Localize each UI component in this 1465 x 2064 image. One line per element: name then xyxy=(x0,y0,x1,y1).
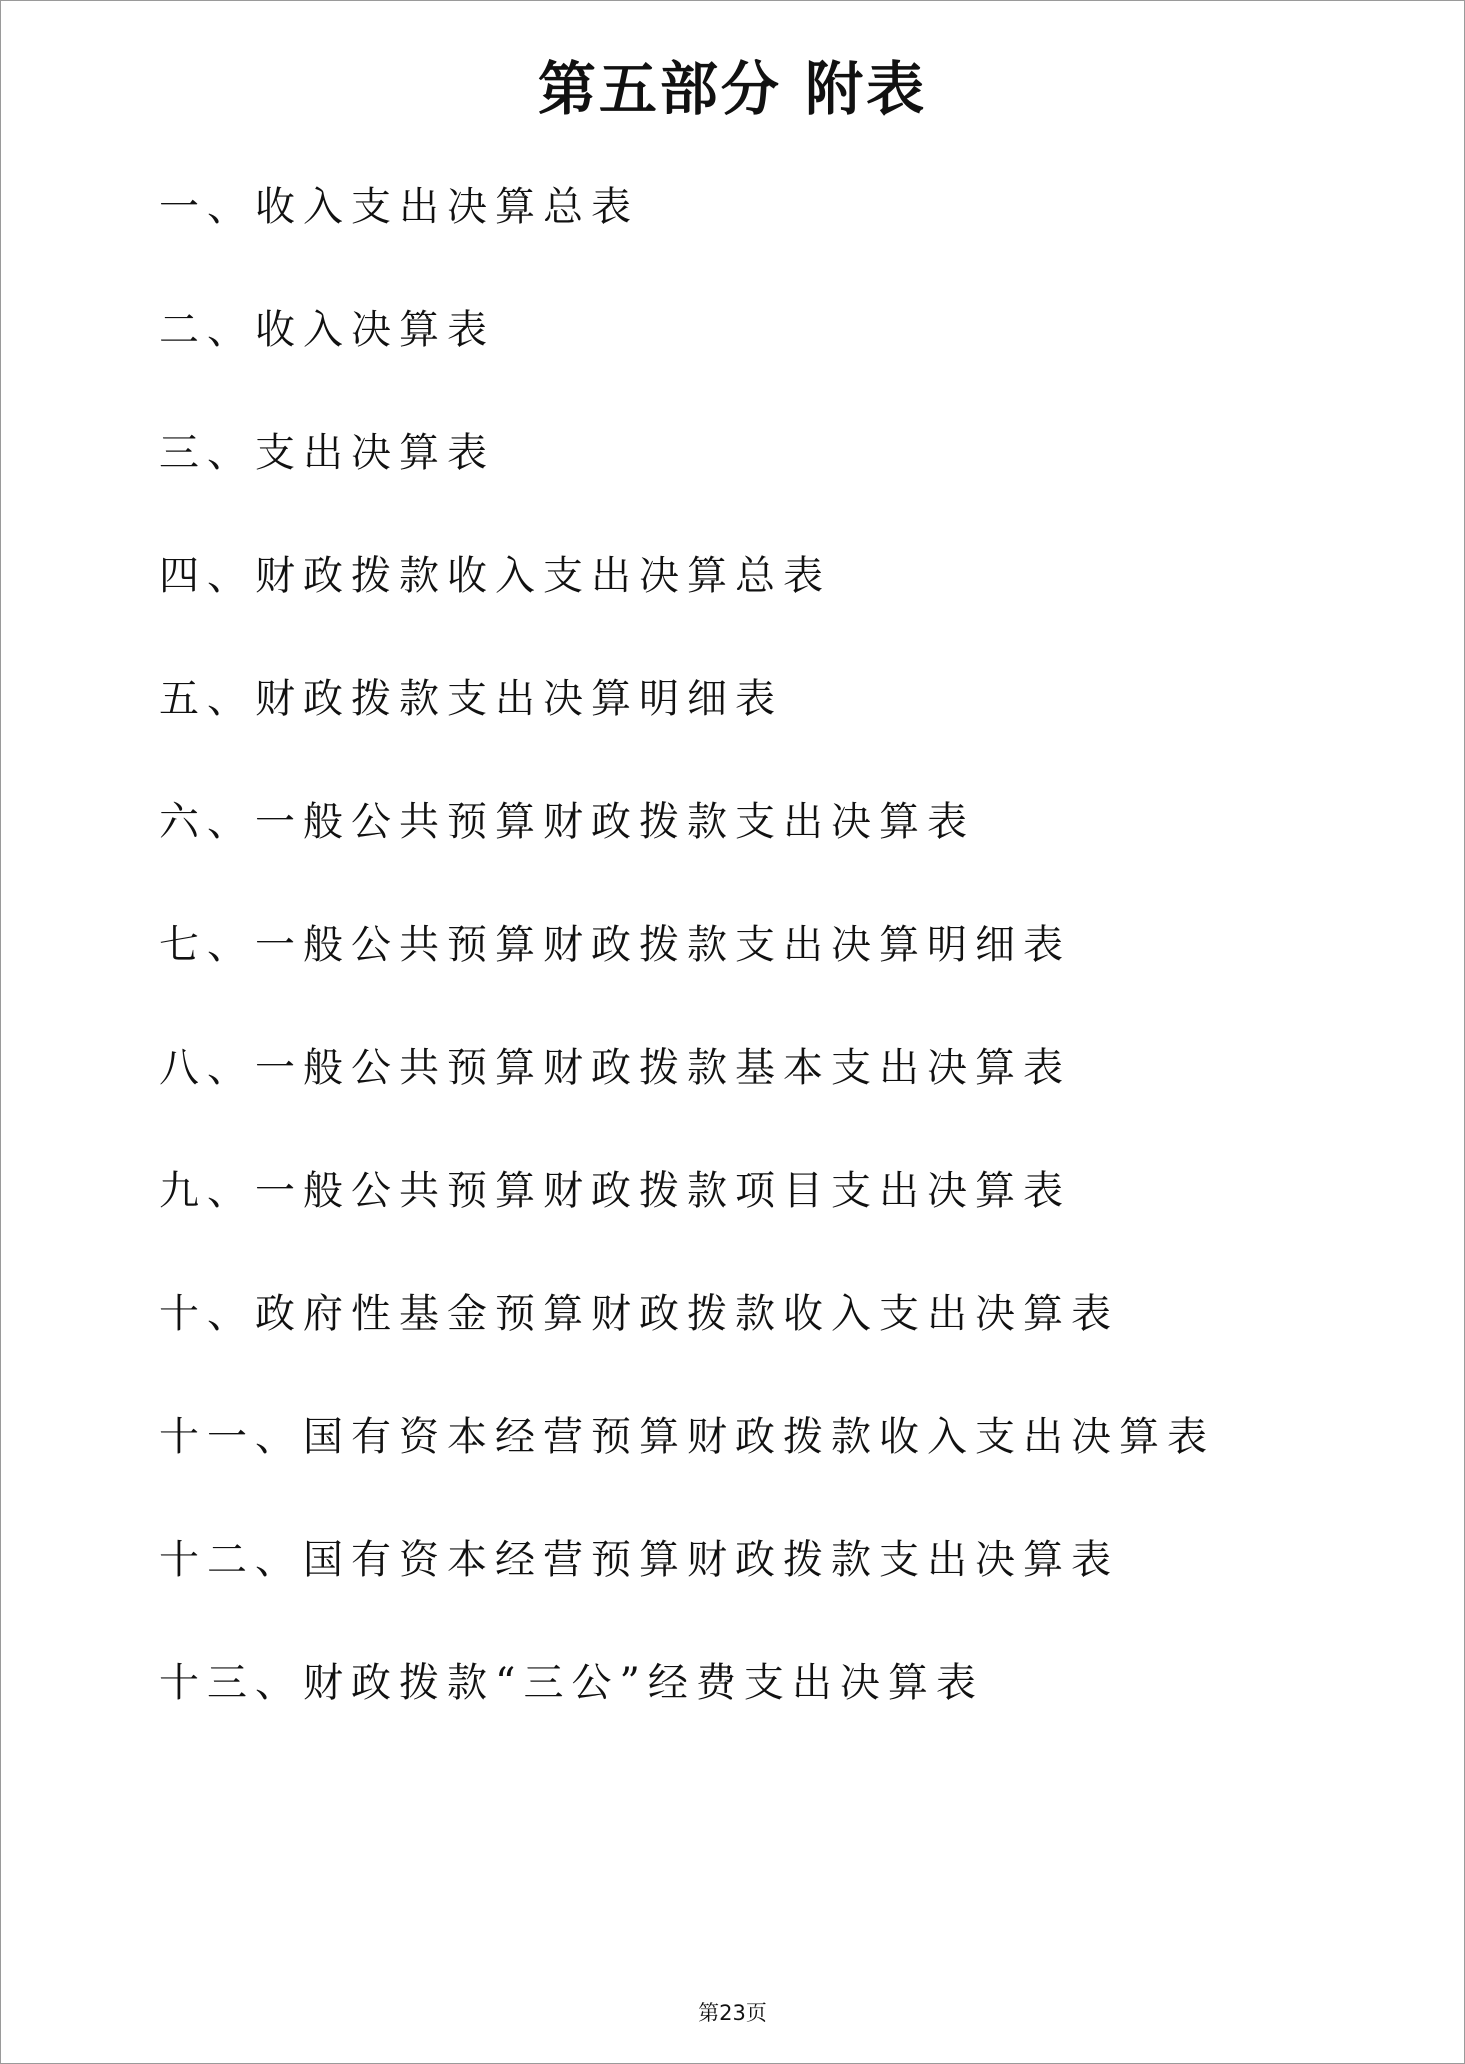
list-item: 六、一般公共预算财政拨款支出决算表 xyxy=(159,799,975,845)
list-item: 十、政府性基金预算财政拨款收入支出决算表 xyxy=(159,1291,1119,1337)
list-item: 二、收入决算表 xyxy=(159,307,495,353)
list-item: 五、财政拨款支出决算明细表 xyxy=(159,676,783,722)
list-item: 一、收入支出决算总表 xyxy=(159,184,639,230)
page-title: 第五部分 附表 xyxy=(537,55,928,123)
list-item: 四、财政拨款收入支出决算总表 xyxy=(159,553,831,599)
list-item: 十一、国有资本经营预算财政拨款收入支出决算表 xyxy=(159,1414,1215,1460)
list-item: 九、一般公共预算财政拨款项目支出决算表 xyxy=(159,1168,1071,1214)
list-item: 十三、财政拨款“三公”经费支出决算表 xyxy=(159,1660,984,1706)
list-item: 十二、国有资本经营预算财政拨款支出决算表 xyxy=(159,1537,1119,1583)
list-item: 八、一般公共预算财政拨款基本支出决算表 xyxy=(159,1045,1071,1091)
list-item: 三、支出决算表 xyxy=(159,430,495,476)
page-number: 第23页 xyxy=(698,2001,767,2025)
list-item: 七、一般公共预算财政拨款支出决算明细表 xyxy=(159,922,1071,968)
appendix-table-list xyxy=(159,171,1215,1770)
